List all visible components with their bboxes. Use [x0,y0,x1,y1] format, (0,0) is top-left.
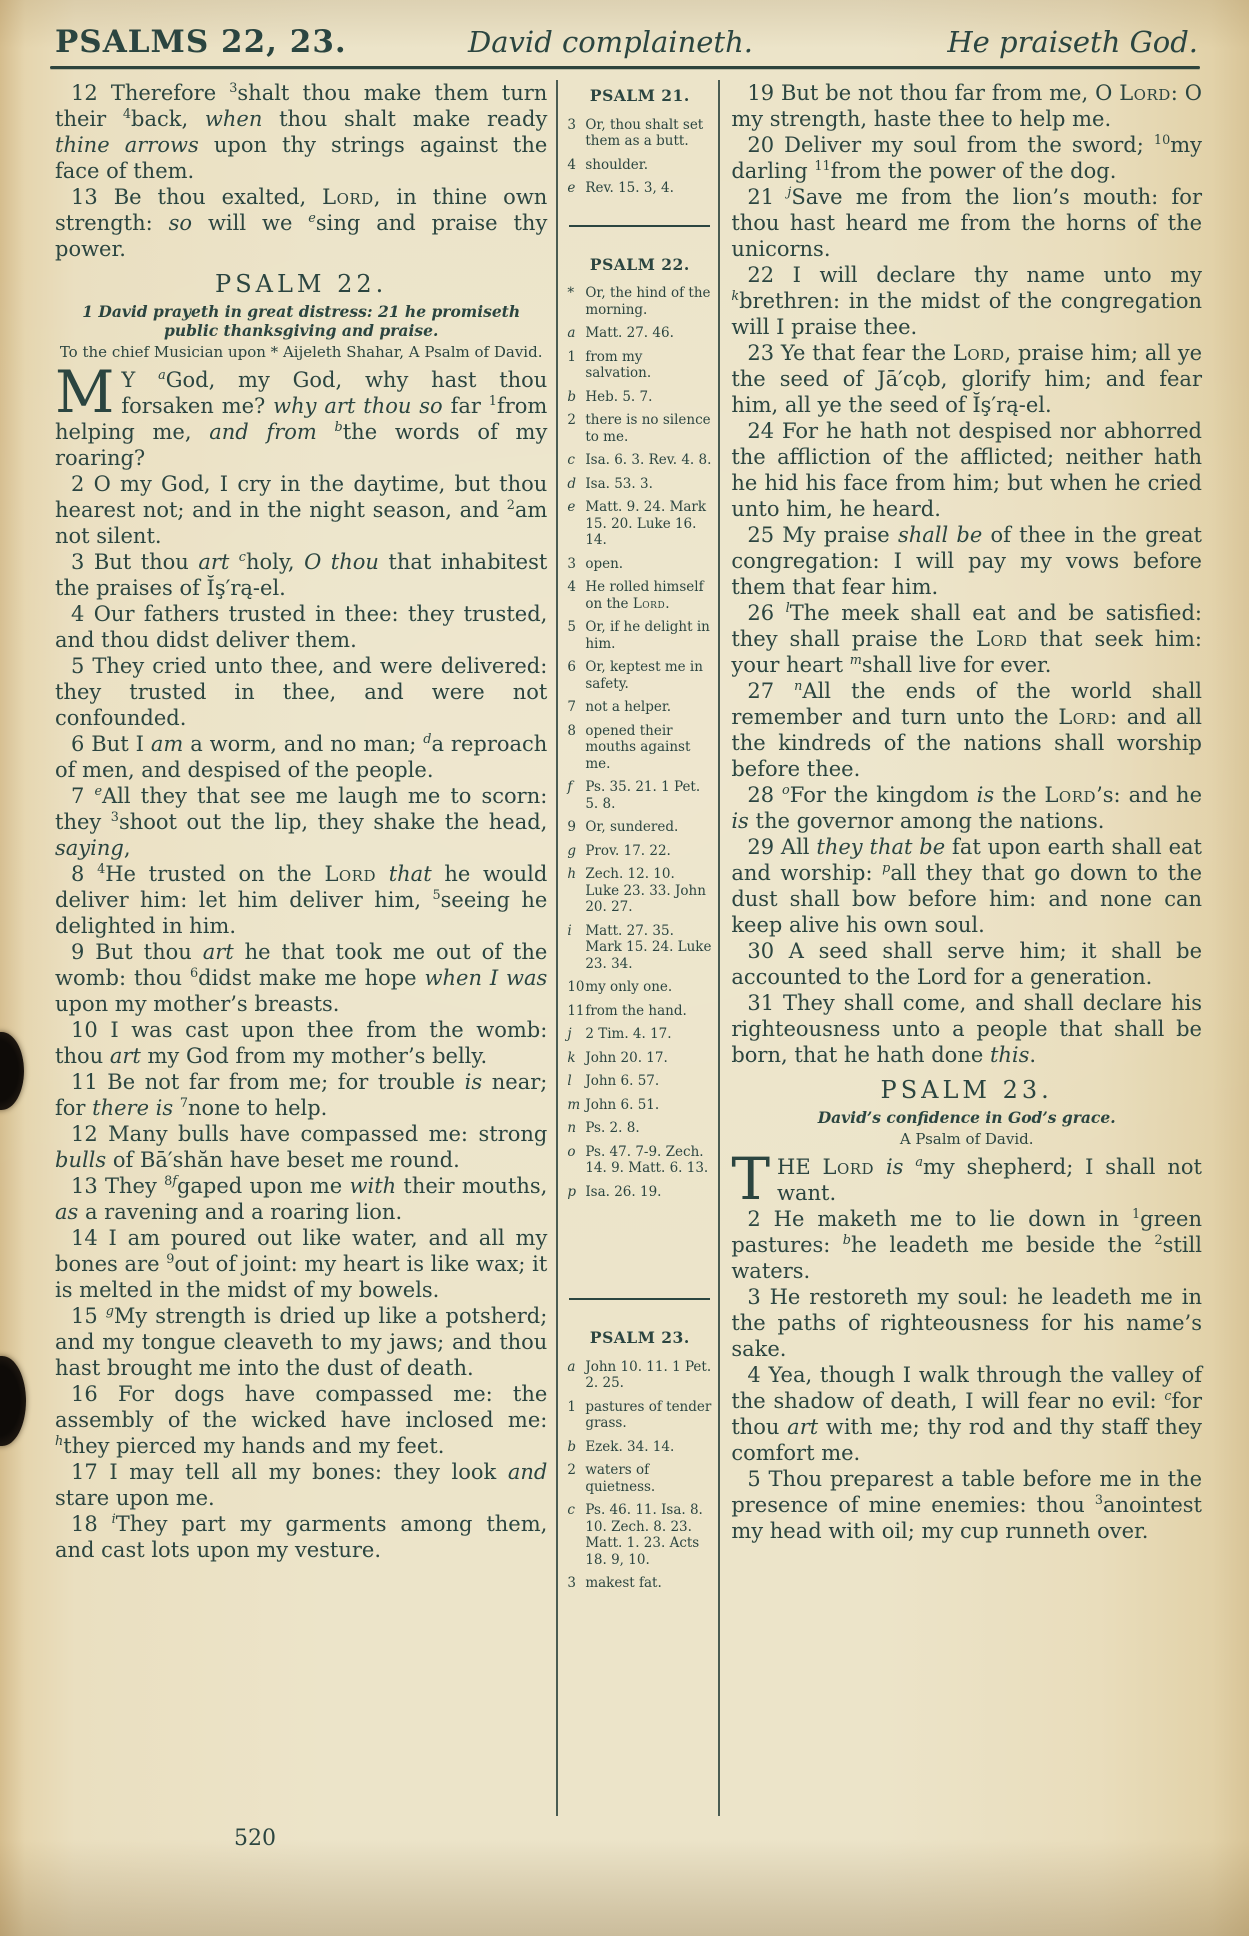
verse: 9 But thou art he that took me out of the womb: thou $^6$didst make me hope when I was upon my mother’s breasts. [55,940,548,1016]
italic-text: O thou [304,550,379,574]
verse: 29 All they that be fat upon earth shall eat and worship: $^p$all they that go down to the dust shall bow before him: and none can keep alive his own soul. [731,835,1203,937]
verse-ref-marker: a [158,368,166,383]
note-marker: k [567,1049,576,1066]
italic-text: as [55,1200,79,1224]
verse-ref-marker: g [105,1304,114,1319]
verse-ref-marker: m [849,653,862,668]
verse: 12 Many bulls have compassed me: strong bulls of Bā′shăn have beset me round. [55,1122,548,1172]
italic-text: so [168,211,193,235]
verse-ref-marker: 8 [164,1174,173,1189]
note-text: Or, sundered. [585,819,679,835]
italic-text: they that be [816,835,946,859]
note-marker: f [567,779,573,795]
margin-note [567,499,712,549]
note-marker: 3 [567,555,576,572]
margin-note [567,476,712,493]
verse: 12 Therefore $^3$shalt thou make them turn their $^4$back, when thou shalt make ready thine arrows upon thy strings against the face of them. [55,81,548,183]
note-marker: * [567,285,575,301]
margin-note [567,117,712,150]
note-marker: 2 [567,1462,576,1478]
note-text: Or, keptest me in safety. [585,659,703,692]
note-marker: c [567,1502,575,1518]
italic-text: art [109,1044,141,1068]
note-marker: 3 [567,116,576,133]
note-marker: m [567,1096,581,1113]
small-caps-text: Lord [952,341,1005,365]
italic-text: when I was [424,966,548,990]
drop-cap: M [55,358,115,426]
note-text: Matt. 27. 46. [585,325,674,341]
margin-note [567,285,712,318]
note-marker: 1 [567,348,576,365]
verse-ref-marker: h [55,1434,64,1449]
note-marker: 1 [567,1398,576,1415]
margin-note [567,819,712,836]
italic-text: thine arrows [55,133,199,157]
note-text: from the hand. [585,1002,687,1019]
note-marker: h [567,866,577,882]
margin-note [567,349,712,382]
verse-ref-marker: 2 [1154,1233,1163,1248]
psalm-summary: David’s confidence in God’s grace. [817,1108,1116,1127]
margin-note [567,1097,712,1114]
margin-note [567,779,712,812]
note-text: there is no silence to me. [585,412,711,445]
verse-ref-marker: b [842,1233,851,1248]
small-caps-text: Lord [1119,81,1171,105]
page-number: 520 [234,1826,276,1851]
verse-ref-marker: k [731,289,740,304]
verse: 14 I am poured out like water, and all my bones are $^9$out of joint: my heart is like wax; it is melted in the midst of my bowels. [55,1226,548,1302]
verse: 13 They $^{8f}$gaped upon me with their mouths, as a ravening and a roaring lion. [55,1174,548,1224]
note-text: Or, thou shalt set them as a butt. [585,116,704,149]
italic-text: art [202,940,234,964]
verse: 22 I will declare thy name unto my $^k$brethren: in the midst of the congregation will I praise thee. [731,263,1202,339]
verse-ref-marker: 6 [189,966,199,981]
margin-note [567,1026,712,1043]
margin-note [567,1359,712,1392]
small-caps-text: Lord [1058,705,1110,729]
verse-ref-marker: o [782,783,790,798]
note-marker: 7 [567,699,576,715]
psalm-heading: PSALM 23. [880,1076,1053,1104]
verse: 13 Be thou exalted, Lord, in thine own strength: so will we $^e$sing and praise thy power. [55,185,548,261]
margin-note [567,1575,712,1592]
verse: 28 $^o$For the kingdom is the Lord’s: and he is the governor among the nations. [731,783,1202,833]
verse: 25 My praise shall be of thee in the great congregation: I will pay my vows before them that fear him. [731,523,1202,599]
drop-cap: T [731,1145,771,1213]
margin-note [567,1120,712,1137]
reference-divider [569,1298,710,1300]
verse-ref-marker: a [915,1155,923,1170]
verse-ref-marker: b [334,420,343,435]
note-marker: p [567,1183,576,1200]
verse-ref-marker: n [794,679,803,694]
verse-ref-marker: 3 [1094,1493,1103,1508]
note-text: He rolled himself on the Lord. [585,579,704,612]
note-text: Ps. 2. 8. [585,1120,640,1136]
italic-text: saying [55,836,124,860]
note-marker: b [567,1438,576,1455]
thumb-index-notch [0,1032,24,1110]
verse-ref-marker: 5 [432,888,441,903]
note-marker: b [567,388,576,405]
left-text-column [55,80,556,1816]
note-text: Zech. 12. 10. Luke 23. 33. John 20. 27. [585,866,706,915]
note-marker: 6 [567,659,576,675]
verse: 11 Be not far from me; for trouble is near; for there is $^7$none to help. [55,1070,548,1120]
note-text: opened their mouths against me. [585,722,691,772]
small-caps-text: Lord [822,1155,875,1179]
note-text: waters of quietness. [585,1462,656,1495]
note-text: not a helper. [585,699,672,715]
note-marker: n [567,1120,577,1136]
verse: 31 They shall come, and shall declare his righteousness unto a people that shall be born, that he hath done this. [731,991,1202,1067]
verse: THE Lord is $^a$my shepherd; I shall not want. [731,1145,1202,1213]
running-head-right: He praiseth God. [947,25,1198,59]
margin-note [567,699,712,716]
margin-reference-column [558,80,718,1816]
verse: 16 For dogs have compassed me: the assembly of the wicked have inclosed me: $^h$they pierced my hands and my feet. [55,1382,548,1458]
note-text: John 6. 57. [585,1073,660,1089]
page-header [55,24,1198,60]
note-marker: e [567,499,576,515]
italic-text: this [989,1043,1030,1067]
verse-ref-marker: 2 [506,498,515,513]
italic-text: shall be [897,523,983,547]
note-marker: j [567,1026,572,1042]
verse: 6 But I am a worm, and no man; $^d$a reproach of men, and despised of the people. [55,732,548,782]
note-text: pastures of tender grass. [585,1398,712,1431]
note-text: John 6. 51. [585,1096,660,1113]
italic-text: bulls [55,1148,107,1172]
verse: 17 I may tell all my bones: they look and stare upon me. [55,1460,548,1510]
note-marker: a [567,1358,576,1375]
italic-text: is [464,1070,483,1094]
italic-text: am [150,732,184,756]
italic-text: is [731,809,749,833]
note-text: Ezek. 34. 14. [585,1438,675,1455]
note-text: 2 Tim. 4. 17. [585,1026,672,1042]
verse: 15 $^g$My strength is dried up like a potsherd; and my tongue cleaveth to my jaws; and thou hast brought me into the dust of death. [55,1304,548,1380]
italic-text: art [787,1415,819,1439]
note-marker: 3 [567,1575,576,1591]
verse-ref-marker: e [94,784,103,799]
small-caps-text: Lord [324,862,377,886]
note-text: shoulder. [585,156,648,173]
verse: 18 $^i$They part my garments among them, and cast lots upon my vesture. [55,1512,548,1562]
margin-note [567,579,712,612]
running-head [468,25,1198,59]
note-marker: 4 [567,579,576,595]
note-marker: 2 [567,412,576,428]
verse: 2 O my God, I cry in the daytime, but thou hearest not; and in the night season, and $^2$am not silent. [55,472,548,548]
margin-note [567,1003,712,1020]
margin-note [567,1184,712,1201]
right-text-column [720,80,1202,1816]
verse: 20 Deliver my soul from the sword; $^{10}$my darling $^{11}$from the power of the dog. [731,133,1202,183]
verse: 8 $^4$He trusted on the Lord that he would deliver him: let him deliver him, $^5$seeing he delighted in him. [55,862,548,938]
verse-ref-marker: p [882,861,891,876]
header-rule [50,66,1200,69]
verse: 3 He restoreth my soul: he leadeth me in the paths of righteousness for his name’s sake. [731,1285,1202,1361]
margin-note [567,389,712,406]
note-text: Matt. 27. 35. Mark 15. 24. Luke 23. 34. [585,922,712,972]
verse: 2 He maketh me to lie down in $^1$green pastures: $^b$he leadeth me beside the $^2$still waters. [731,1207,1202,1283]
note-marker: c [567,452,575,468]
psalm-inscription: A Psalm of David. [899,1130,1034,1148]
psalm-summary: 1 David prayeth in great distress: 21 he promiseth public thanksgiving and praise. [82,302,521,340]
italic-text: there is [92,1096,174,1120]
note-text: Isa. 53. 3. [585,475,653,492]
note-marker: e [567,180,576,196]
note-marker: 8 [567,722,576,739]
small-caps-text: Lord [976,627,1028,651]
verse-ref-marker: i [111,1512,116,1527]
margin-note [567,1462,712,1495]
note-text: Matt. 9. 24. Mark 15. 20. Luke 16. 14. [585,499,707,548]
small-caps-text: Lord [322,185,374,209]
verse: 7 $^e$All they that see me laugh me to scorn: they $^3$shoot out the lip, they shake the head, saying, [55,784,548,860]
reference-divider [569,225,710,227]
note-marker: 10 [567,979,585,995]
note-text: Heb. 5. 7. [585,388,653,405]
italic-text: that [388,862,432,886]
verse: 21 $^j$Save me from the lion’s mouth: for thou hast heard me from the horns of the unicorns. [731,185,1202,261]
note-text: John 20. 17. [585,1049,668,1066]
verse: 26 $^l$The meek shall eat and be satisfied: they shall praise the Lord that seek him: your heart $^m$shall live for ever. [731,601,1202,677]
margin-note [567,659,712,692]
small-caps-text: Lord [632,595,666,612]
note-marker: 11 [567,1002,585,1019]
margin-note [567,1439,712,1456]
note-marker: g [567,842,576,859]
margin-note [567,723,712,773]
reference-psalm-heading: PSALM 23. [589,1328,690,1347]
reference-psalm-heading: PSALM 22. [589,254,690,274]
verse-ref-marker: 3 [229,81,238,96]
margin-note [567,979,712,996]
note-text: Prov. 17. 22. [585,842,671,859]
verse: 4 Our fathers trusted in thee: they trusted, and thou didst deliver them. [55,602,548,652]
verse: M Y $^a$God, my God, why hast thou forsaken me? why art thou so far $^1$from helping me, and from $^b$the words of my roaring? [55,358,548,470]
verse-ref-marker: 4 [122,107,132,122]
margin-note [567,1050,712,1067]
note-text: Or, the hind of the morning. [585,285,711,318]
italic-text: why art thou so [273,394,443,418]
verse-ref-marker: d [423,732,432,747]
verse-ref-marker: f [172,1174,177,1189]
verse-ref-marker: 1 [488,394,497,409]
margin-note [567,1502,712,1568]
verse-ref-marker: 10 [1153,133,1171,148]
margin-note [567,1399,712,1432]
note-marker: i [567,922,572,939]
verse: 10 I was cast upon thee from the womb: thou art my God from my mother’s belly. [55,1018,548,1068]
page-title: PSALMS 22, 23. [55,24,347,60]
verse: 3 But thou art $^c$holy, O thou that inhabitest the praises of Ĭş′rą-el. [55,550,548,600]
verse: 5 They cried unto thee, and were delivered: they trusted in thee, and were not confounded. [55,654,548,730]
note-text: Ps. 35. 21. 1 Pet. 5. 8. [585,779,701,812]
note-text: John 10. 11. 1 Pet. 2. 25. [585,1358,712,1391]
verse: 30 A seed shall serve him; it shall be accounted to the Lord for a generation. [731,939,1202,989]
margin-note [567,1144,712,1177]
note-text: Isa. 6. 3. Rev. 4. 8. [585,452,712,468]
italic-text: and from [209,420,317,444]
note-marker: d [567,475,576,492]
verse-ref-marker: 4 [97,862,106,877]
verse-ref-marker: e [308,211,316,226]
psalm-inscription: To the chief Musician upon * Aijeleth Shahar, A Psalm of David. [59,343,543,361]
verse: 19 But be not thou far from me, O Lord: O my strength, haste thee to help me. [731,81,1202,131]
small-caps-text: Lord [1044,783,1097,807]
note-marker: 9 [567,819,576,835]
verse-ref-marker: 11 [814,159,831,174]
verse: 23 Ye that fear the Lord, praise him; all ye the seed of Jā′cǫb, glorify him; and fear him, all ye the seed of Ĭş′rą-el. [731,341,1202,417]
note-text: open. [585,555,624,572]
margin-note [567,556,712,573]
note-text: Ps. 47. 7-9. Zech. 14. 9. Matt. 6. 13. [585,1143,709,1176]
note-text: my only one. [585,979,673,995]
verse: 24 For he hath not despised nor abhorred the affliction of the afflicted; neither hath he hid his face from him; but when he cried unto him, he heard. [731,419,1202,521]
note-marker: a [567,325,576,341]
margin-note [567,325,712,342]
italic-text: is [976,783,995,807]
margin-note [567,843,712,860]
italic-text: and [507,1460,548,1484]
margin-note [567,412,712,445]
psalm-heading: PSALM 22. [215,270,388,298]
italic-text: with [349,1174,397,1198]
margin-note [567,180,712,197]
verse-ref-marker: l [785,601,790,616]
note-text: Rev. 15. 3, 4. [585,180,674,196]
margin-note [567,1073,712,1090]
verse-ref-marker: 9 [166,1252,175,1267]
margin-note [567,452,712,469]
note-marker: 4 [567,156,576,173]
note-text: Or, if he delight in him. [585,619,710,652]
reference-psalm-heading: PSALM 21. [589,86,690,105]
note-text: makest fat. [585,1575,662,1591]
verse-ref-marker: 3 [110,810,119,825]
verse: 27 $^n$All the ends of the world shall remember and turn unto the Lord: and all the kindreds of the nations shall worship before thee. [731,679,1203,781]
verse-ref-marker: c [1164,1389,1172,1404]
note-marker: 5 [567,619,576,635]
note-text: Isa. 26. 19. [585,1183,662,1200]
running-head-left: David complaineth. [468,25,753,59]
margin-note [567,923,712,973]
verse: 5 Thou preparest a table before me in the presence of mine enemies: thou $^3$anointest my head with oil; my cup runneth over. [731,1467,1202,1543]
note-marker: o [567,1143,576,1160]
verse: 4 Yea, though I walk through the valley of the shadow of death, I will fear no evil: $^c$for thou art with me; thy rod and thy staff they comfort me. [731,1363,1203,1465]
verse-ref-marker: c [238,550,246,565]
italic-text: when [204,107,263,131]
margin-note [567,866,712,916]
italic-text: is [885,1155,904,1179]
margin-note [567,619,712,652]
verse-ref-marker: 7 [179,1096,189,1111]
thumb-index-notch [0,1356,26,1446]
verse-ref-marker: j [787,185,792,200]
note-text: from my salvation. [585,348,652,381]
note-marker: l [567,1073,572,1089]
text-columns [55,80,1202,1816]
italic-text: art [198,550,230,574]
note-text: Ps. 46. 11. Isa. 8. 10. Zech. 8. 23. Matt. 1. 23. Acts 18. 9, 10. [585,1502,703,1568]
margin-note [567,157,712,174]
verse-ref-marker: 1 [1131,1207,1141,1222]
